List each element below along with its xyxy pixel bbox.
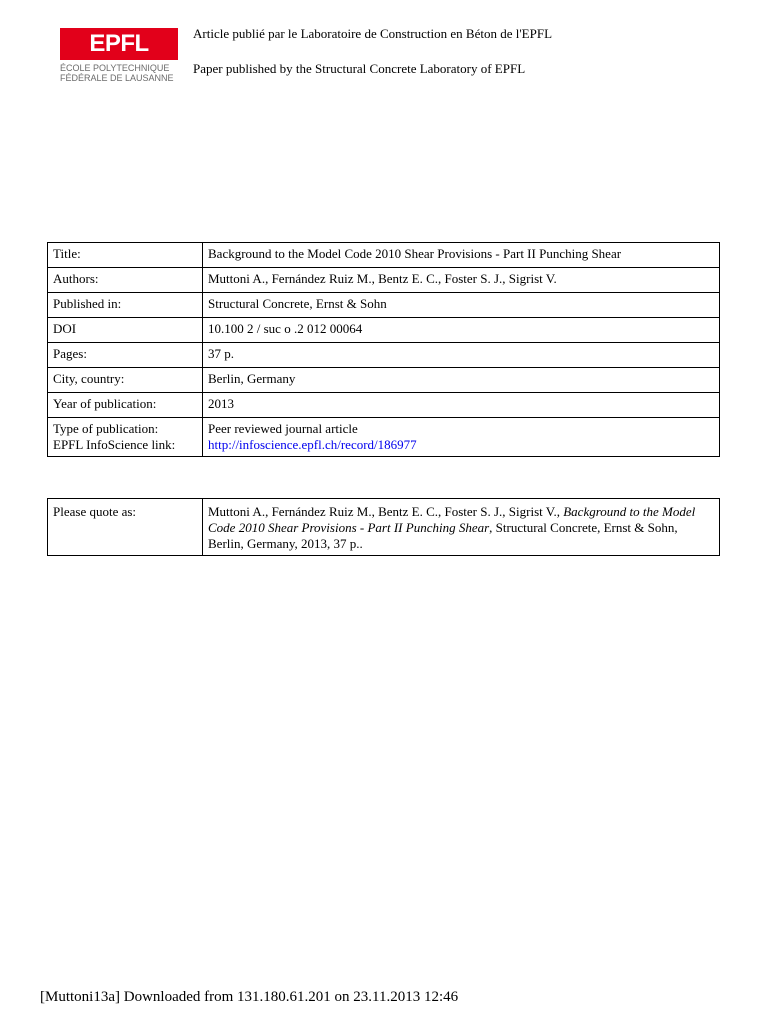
city-label: City, country: xyxy=(48,368,203,393)
infoscience-link[interactable]: http://infoscience.epfl.ch/record/186977 xyxy=(208,437,417,452)
table-row xyxy=(48,343,720,368)
table-row xyxy=(48,393,720,418)
title-label: Title: xyxy=(48,243,203,268)
type-value: Peer reviewed journal article xyxy=(208,421,358,436)
title-value: Background to the Model Code 2010 Shear Provisions - Part II Punching Shear xyxy=(203,243,720,268)
year-value: 2013 xyxy=(203,393,720,418)
table-row xyxy=(48,268,720,293)
table-row xyxy=(48,243,720,268)
download-footer: [Muttoni13a] Downloaded from 131.180.61.201 on 23.11.2013 12:46 xyxy=(40,989,459,1005)
quote-authors: Muttoni A., Fernández Ruiz M., Bentz E. C., Foster S. J., Sigrist V., xyxy=(208,504,564,519)
table-row xyxy=(48,368,720,393)
metadata-table xyxy=(47,242,720,457)
pages-label: Pages: xyxy=(48,343,203,368)
quote-rest: , Structural Concrete, Ernst & Sohn, Berlin, Germany, 2013, 37 p.. xyxy=(208,520,678,551)
epfl-logo-line1: ÉCOLE POLYTECHNIQUE xyxy=(60,63,170,73)
quote-table xyxy=(47,498,720,556)
published-value: Structural Concrete, Ernst & Sohn xyxy=(203,293,720,318)
link-label: EPFL InfoScience link: xyxy=(53,437,176,452)
epfl-logo xyxy=(60,28,178,86)
doi-label: DOI xyxy=(48,318,203,343)
quote-label: Please quote as: xyxy=(48,499,203,556)
epfl-logo-line2: FÉDÉRALE DE LAUSANNE xyxy=(60,73,174,83)
table-row xyxy=(48,293,720,318)
table-row xyxy=(48,418,720,457)
header-english: Paper published by the Structural Concrete Laboratory of EPFL xyxy=(193,61,526,76)
year-label: Year of publication: xyxy=(48,393,203,418)
published-label: Published in: xyxy=(48,293,203,318)
quote-value xyxy=(203,499,720,556)
table-row xyxy=(48,318,720,343)
city-value: Berlin, Germany xyxy=(203,368,720,393)
type-label: Type of publication: xyxy=(53,421,159,436)
type-link-labels xyxy=(48,418,203,457)
authors-label: Authors: xyxy=(48,268,203,293)
header-french: Article publié par le Laboratoire de Construction en Béton de l'EPFL xyxy=(193,26,553,41)
pages-value: 37 p. xyxy=(203,343,720,368)
epfl-logo-text: EPFL xyxy=(89,30,149,57)
table-row xyxy=(48,499,720,556)
quote-title: Background to the Model Code 2010 Shear Provisions - Part II Punching Shear xyxy=(208,504,696,535)
doi-value: 10.100 2 / suc o .2 012 00064 xyxy=(203,318,720,343)
epfl-logo-mark xyxy=(60,28,178,60)
authors-value: Muttoni A., Fernández Ruiz M., Bentz E. C., Foster S. J., Sigrist V. xyxy=(203,268,720,293)
type-link-values xyxy=(203,418,720,457)
